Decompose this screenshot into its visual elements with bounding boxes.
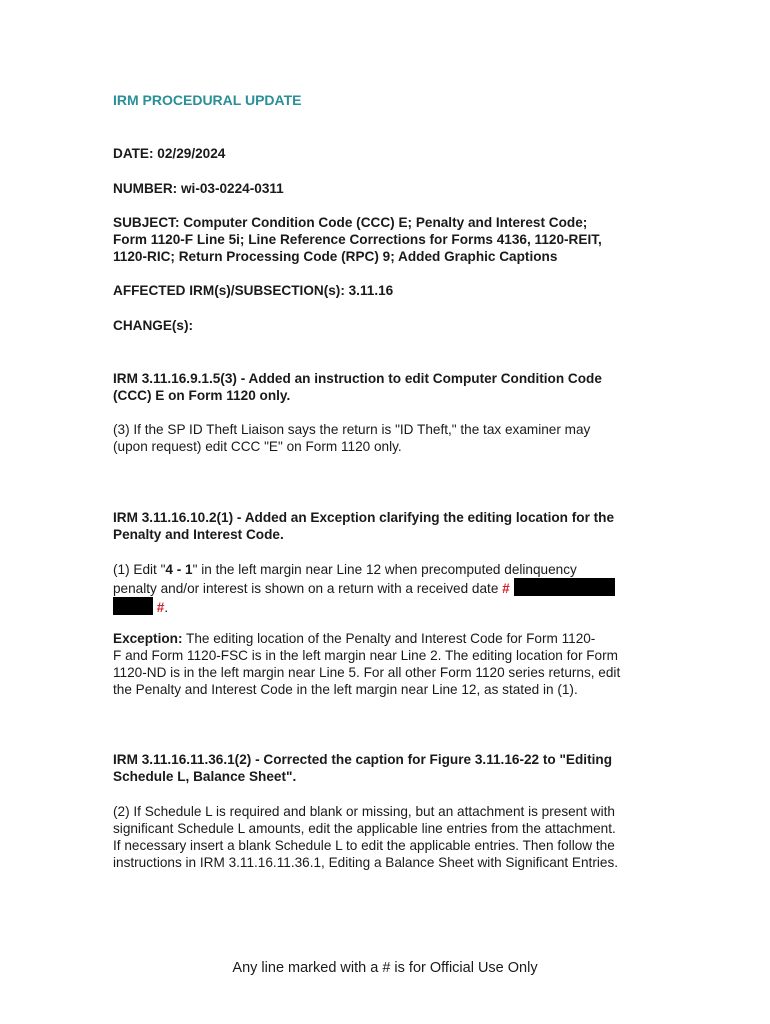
document-title: IRM PROCEDURAL UPDATE (113, 92, 302, 108)
body-line: If necessary insert a blank Schedule L to edit the applicable entries. Then follow the (113, 838, 615, 853)
body-line: significant Schedule L amounts, edit the applicable line entries from the attachment. (113, 821, 616, 836)
heading-line: (CCC) E on Form 1120 only. (113, 388, 291, 403)
official-use-mark: # (502, 581, 510, 596)
exception-block (113, 630, 661, 698)
body-line: instructions in IRM 3.11.16.11.36.1, Editing a Balance Sheet with Significant Entries. (113, 855, 619, 870)
body-line: (upon request) edit CCC "E" on Form 1120 only. (113, 439, 402, 454)
body-text: The editing location of the Penalty and Interest Code for Form 1120- (182, 631, 596, 646)
body-line: (2) If Schedule L is required and blank or missing, but an attachment is present with (113, 804, 615, 819)
heading-line: Schedule L, Balance Sheet". (113, 769, 297, 784)
changes-line: CHANGE(s): (113, 318, 194, 333)
body-line: the Penalty and Interest Code in the left margin near Line 12, as stated in (1). (113, 682, 578, 697)
redaction-box (514, 578, 615, 596)
body-text: penalty and/or interest is shown on a return with a received date (113, 581, 503, 596)
section-2-heading (113, 509, 614, 543)
affected-irm-line: AFFECTED IRM(s)/SUBSECTION(s): 3.11.16 (113, 283, 394, 298)
body-text: (1) Edit " (113, 562, 166, 577)
subject-block (113, 214, 602, 265)
section-1-heading (113, 370, 602, 404)
body-line: (3) If the SP ID Theft Liaison says the return is "ID Theft," the tax examiner may (113, 422, 591, 437)
number-line: NUMBER: wi-03-0224-0311 (113, 181, 284, 196)
heading-line: IRM 3.11.16.11.36.1(2) - Corrected the caption for Figure 3.11.16-22 to "Editing (113, 752, 612, 767)
code-value: 4 - 1 (165, 562, 193, 577)
heading-line: IRM 3.11.16.9.1.5(3) - Added an instruction to edit Computer Condition Code (113, 371, 602, 386)
official-use-mark: # (156, 600, 165, 615)
section-2-body (113, 561, 661, 616)
exception-label: Exception: (113, 631, 183, 646)
body-line: 1120-ND is in the left margin near Line 5. For all other Form 1120 series returns, edit (113, 665, 621, 680)
date-line: DATE: 02/29/2024 (113, 146, 226, 161)
subject-line: Form 1120-F Line 5i; Line Reference Corrections for Forms 4136, 1120-REIT, (113, 232, 602, 247)
section-3-body (113, 803, 661, 871)
body-line (113, 597, 661, 616)
body-line (113, 630, 661, 647)
subject-line: 1120-RIC; Return Processing Code (RPC) 9; Added Graphic Captions (113, 249, 558, 264)
redaction-box (113, 597, 153, 615)
body-text: " in the left margin near Line 12 when precomputed delinquency (192, 562, 577, 577)
body-line: F and Form 1120-FSC is in the left margin near Line 2. The editing location for Form (113, 648, 618, 663)
section-1-body (113, 421, 661, 455)
body-text: . (164, 600, 169, 615)
subject-line: SUBJECT: Computer Condition Code (CCC) E; Penalty and Interest Code; (113, 215, 588, 230)
body-line (113, 578, 661, 597)
section-3-heading (113, 751, 612, 785)
heading-line: IRM 3.11.16.10.2(1) - Added an Exception clarifying the editing location for the (113, 510, 615, 525)
official-use-footer: Any line marked with a # is for Official Use Only (232, 960, 538, 976)
body-line (113, 561, 661, 578)
heading-line: Penalty and Interest Code. (113, 527, 284, 542)
